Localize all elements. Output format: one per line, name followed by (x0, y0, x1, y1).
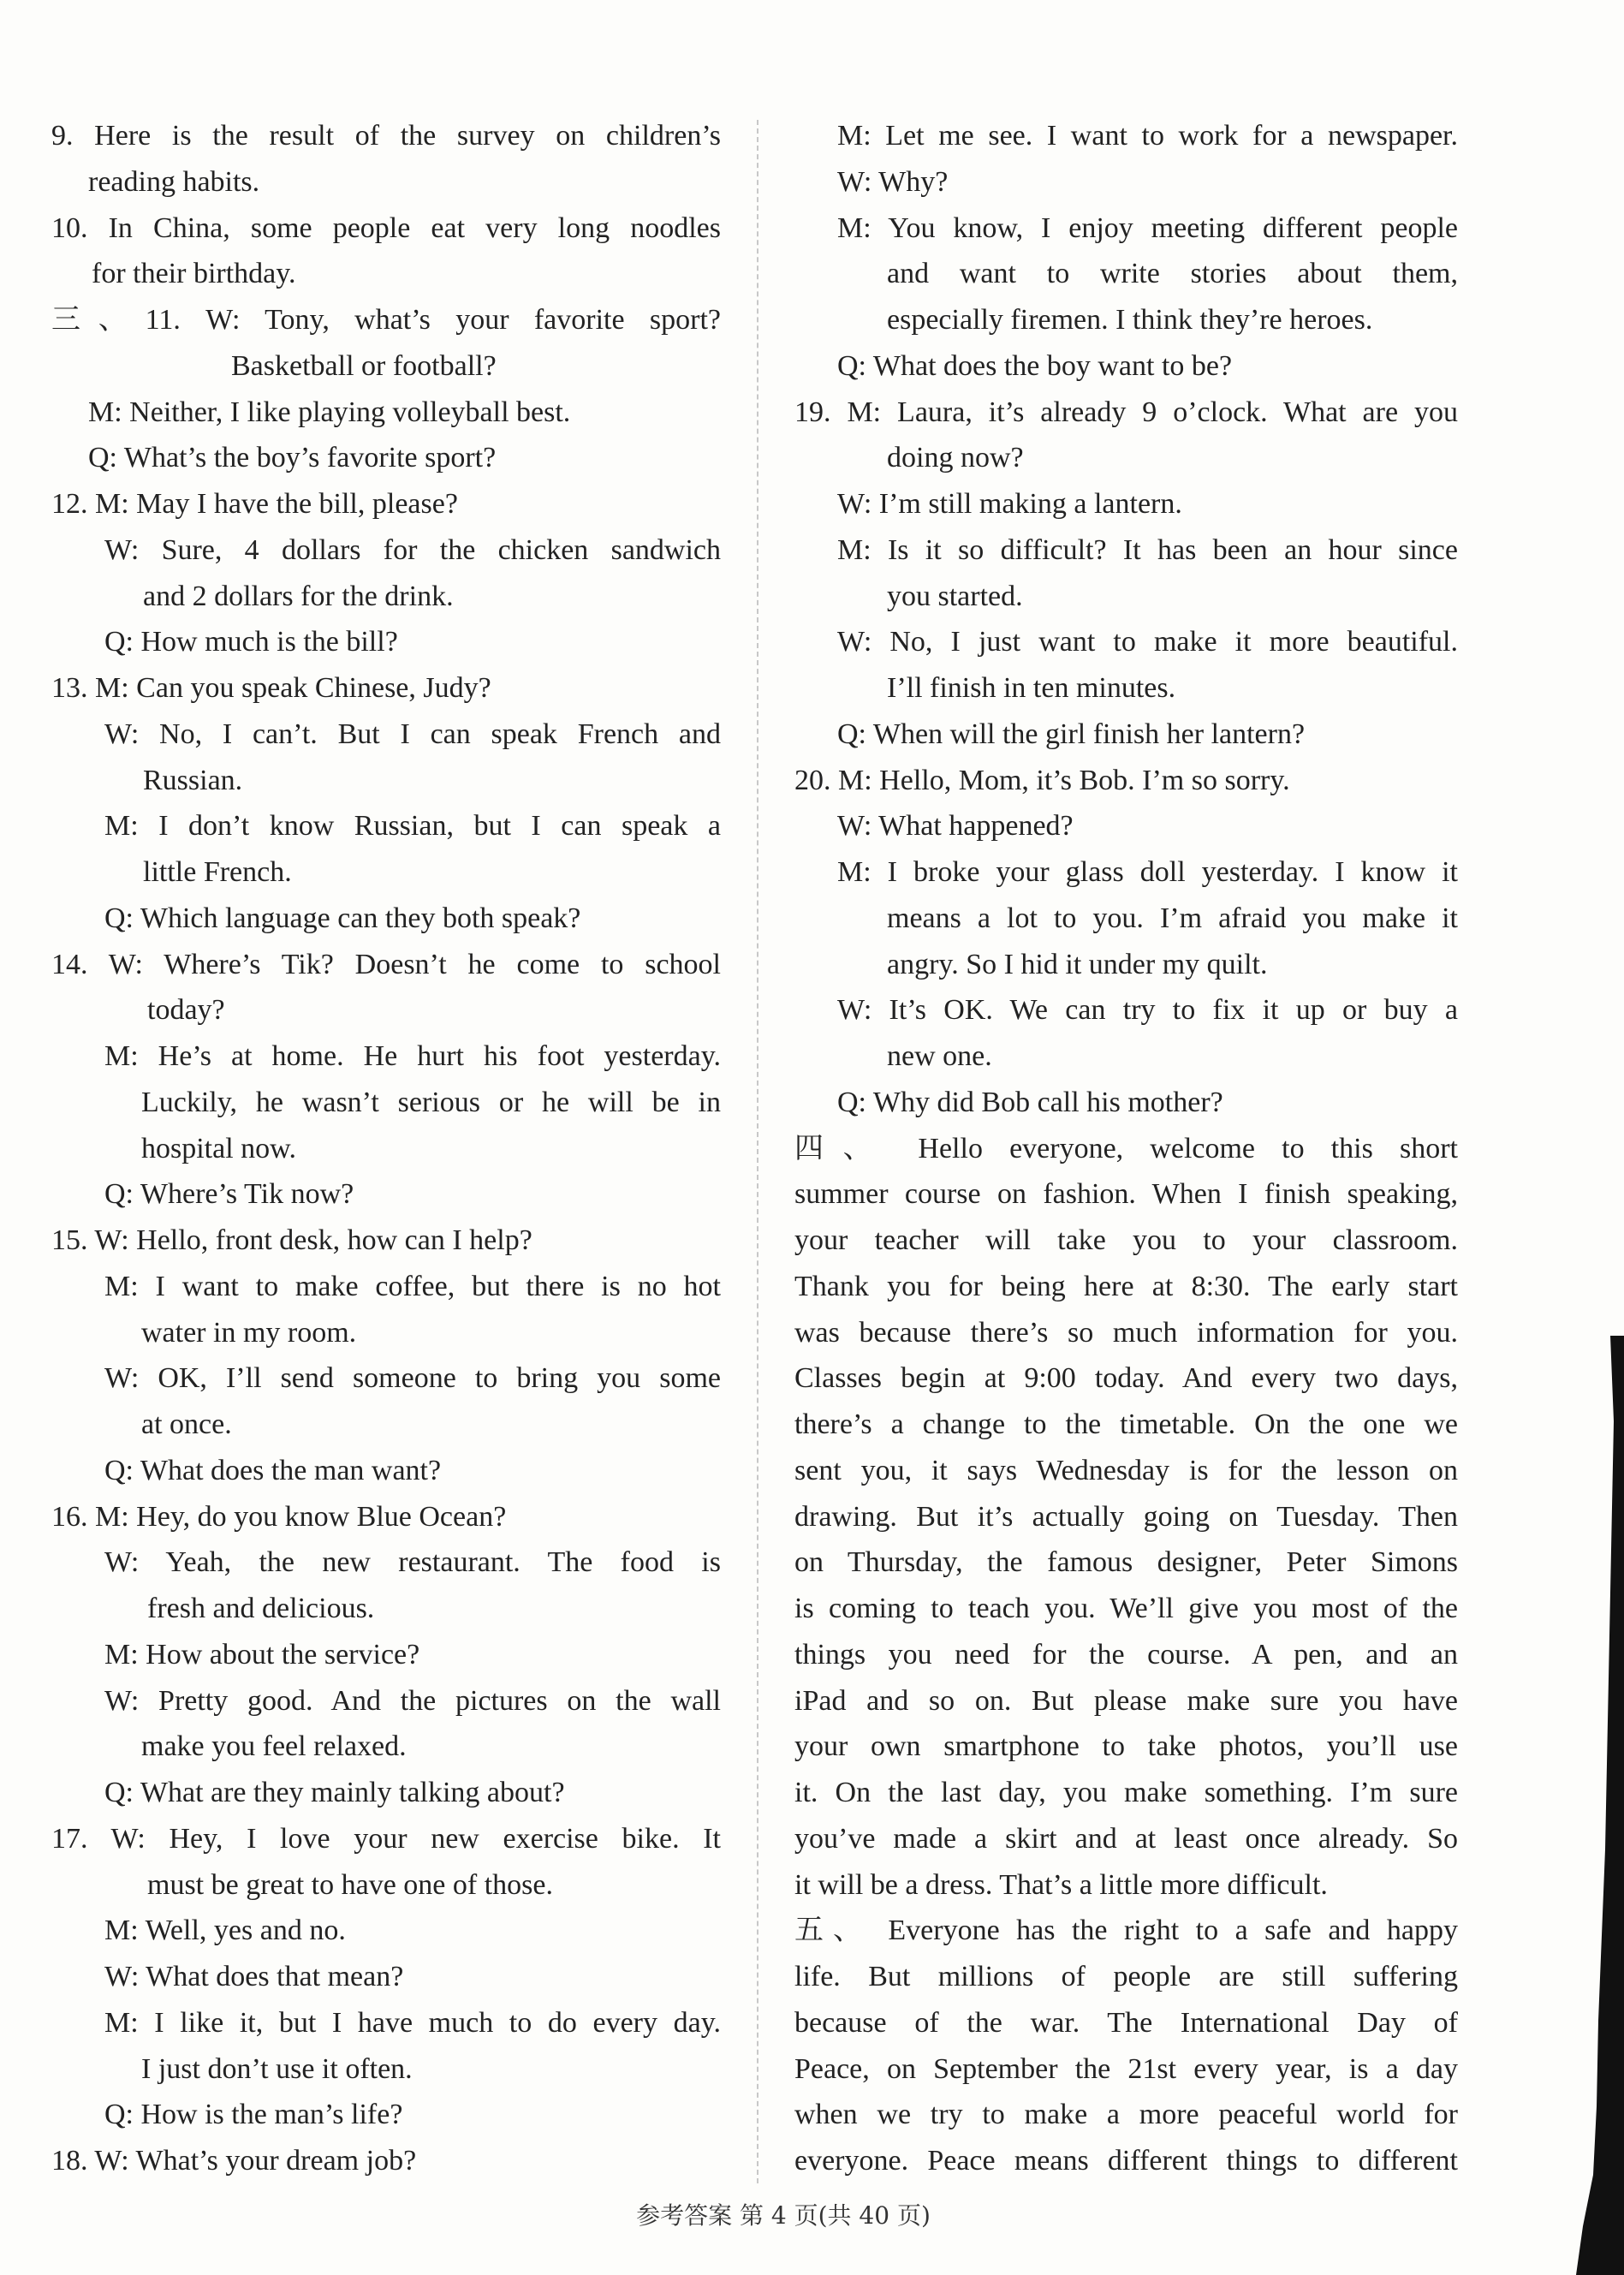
text-line: 16. M: Hey, do you know Blue Ocean? (51, 1500, 507, 1533)
page-footer: 参考答案 第 4 页(共 40 页) (636, 2201, 931, 2230)
text-line: fresh and delicious. (147, 1593, 375, 1624)
text-line: for their birthday. (92, 258, 296, 290)
text-line: 20. M: Hello, Mom, it’s Bob. I’m so sorry. (794, 764, 1290, 796)
text-line: Q: How much is the bill? (104, 626, 398, 658)
text-line: at once. (141, 1408, 232, 1440)
text-line: W: Yeah, the new restaurant. The food is (104, 1546, 721, 1579)
text-line: M: You know, I enjoy meeting different people (837, 211, 1458, 244)
text-line: your own smartphone to take photos, you’ll use (794, 1730, 1458, 1763)
text-line: Q: What does the man want? (104, 1454, 442, 1486)
text-line: make you feel relaxed. (141, 1730, 407, 1763)
text-line: Q: How is the man’s life? (104, 2099, 403, 2131)
column-divider (757, 120, 758, 2183)
text-line: W: Pretty good. And the pictures on the wall (104, 1684, 721, 1717)
text-line: 10. In China, some people eat very long noodles (51, 211, 721, 244)
text-line: when we try to make a more peaceful world for (794, 2099, 1458, 2131)
text-line: Luckily, he wasn’t serious or he will be in (141, 1086, 721, 1118)
text-line: M: I don’t know Russian, but I can speak a (104, 810, 721, 843)
text-line: Basketball or football? (231, 349, 497, 382)
text-line: you’ve made a skirt and at least once already. So (794, 1822, 1458, 1855)
text-line: M: I want to make coffee, but there is no hot (104, 1270, 721, 1302)
text-line: little French. (143, 856, 292, 888)
text-line: Classes begin at 9:00 today. And every two days, (794, 1362, 1458, 1395)
text-line: 12. M: May I have the bill, please? (51, 488, 458, 520)
text-line: M: I broke your glass doll yesterday. I know it (837, 856, 1458, 888)
text-line: your teacher will take you to your classroom. (794, 1224, 1458, 1256)
text-line: M: He’s at home. He hurt his foot yesterday. (104, 1040, 721, 1072)
text-line: M: Let me see. I want to work for a newspaper. (837, 120, 1458, 152)
text-line: Q: Which language can they both speak? (104, 902, 581, 934)
scan-edge-shadow (1576, 1336, 1624, 2275)
text-line: I just don’t use it often. (141, 2052, 413, 2085)
text-line: Russian. (143, 764, 243, 796)
text-line: especially firemen. I think they’re heroes. (887, 304, 1373, 336)
text-line: M: Is it so difficult? It has been an hour since (837, 533, 1458, 566)
text-line: Q: Where’s Tik now? (104, 1178, 354, 1211)
text-line: today? (147, 994, 225, 1027)
text-line: 17. W: Hey, I love your new exercise bike. It (51, 1822, 721, 1855)
text-line: iPad and so on. But please make sure you have (794, 1684, 1458, 1717)
text-line: Peace, on September the 21st every year, is a day (794, 2052, 1458, 2085)
left-column (51, 113, 721, 2184)
text-line: on Thursday, the famous designer, Peter Simons (794, 1546, 1458, 1579)
text-line: because of the war. The International Day of (794, 2006, 1458, 2039)
text-line: Q: Why did Bob call his mother? (837, 1086, 1223, 1118)
text-line: sent you, it says Wednesday is for the lesson on (794, 1454, 1458, 1486)
text-line: means a lot to you. I’m afraid you make it (887, 902, 1458, 934)
text-line: W: No, I can’t. But I can speak French and (104, 718, 721, 750)
text-line: doing now? (887, 442, 1024, 474)
text-line: W: What happened? (837, 810, 1074, 843)
text-line: M: How about the service? (104, 1638, 420, 1671)
text-line: reading habits. (88, 165, 260, 198)
text-line: M: I like it, but I have much to do every day. (104, 2006, 721, 2039)
text-line: summer course on fashion. When I finish speaking, (794, 1178, 1458, 1211)
text-line: things you need for the course. A pen, and an (794, 1638, 1458, 1671)
text-line: is coming to teach you. We’ll give you most of the (794, 1593, 1458, 1624)
text-line: 18. W: What’s your dream job? (51, 2145, 417, 2177)
text-line: water in my room. (141, 1316, 357, 1349)
text-line: everyone. Peace means different things to different (794, 2145, 1458, 2177)
text-line: Q: When will the girl finish her lantern? (837, 718, 1306, 750)
text-line: 19. M: Laura, it’s already 9 o’clock. What are you (794, 396, 1458, 428)
text-line: I’ll finish in ten minutes. (887, 672, 1176, 704)
text-line: W: Sure, 4 dollars for the chicken sandwich (104, 533, 721, 566)
text-line: M: Neither, I like playing volleyball best. (88, 396, 571, 428)
text-line: drawing. But it’s actually going on Tuesday. Then (794, 1500, 1458, 1533)
text-line: and 2 dollars for the drink. (143, 580, 454, 612)
text-line: 五、 Everyone has the right to a safe and happy (794, 1915, 1458, 1947)
text-line: 15. W: Hello, front desk, how can I help? (51, 1224, 532, 1256)
text-line: life. But millions of people are still suffering (794, 1961, 1458, 1992)
text-line: 三、11. W: Tony, what’s your favorite sport? (51, 304, 721, 336)
text-line: 14. W: Where’s Tik? Doesn’t he come to school (51, 948, 721, 980)
text-line: 9. Here is the result of the survey on children’s (51, 120, 721, 152)
text-line: it will be a dress. That’s a little more difficult. (794, 1868, 1328, 1901)
text-line: W: OK, I’ll send someone to bring you some (104, 1362, 721, 1395)
text-line: there’s a change to the timetable. On the one we (794, 1408, 1458, 1440)
text-line: and want to write stories about them, (887, 258, 1458, 290)
right-column (794, 113, 1458, 2184)
text-line: Q: What does the boy want to be? (837, 349, 1233, 382)
text-line: W: I’m still making a lantern. (837, 488, 1182, 520)
text-line: W: It’s OK. We can try to fix it up or buy a (837, 994, 1458, 1027)
text-line: W: No, I just want to make it more beautiful. (837, 626, 1458, 658)
text-line: angry. So I hid it under my quilt. (887, 948, 1268, 980)
text-line: 四、 Hello everyone, welcome to this short (794, 1132, 1458, 1164)
text-line: it. On the last day, you make something. I’m sure (794, 1777, 1458, 1808)
text-line: 13. M: Can you speak Chinese, Judy? (51, 672, 491, 704)
text-line: hospital now. (141, 1132, 297, 1164)
text-line: must be great to have one of those. (147, 1868, 553, 1901)
text-line: was because there’s so much information for you. (794, 1316, 1458, 1349)
text-line: Q: What are they mainly talking about? (104, 1777, 565, 1808)
text-line: W: Why? (837, 165, 949, 198)
text-line: Q: What’s the boy’s favorite sport? (88, 442, 497, 474)
text-line: W: What does that mean? (104, 1961, 404, 1992)
text-line: M: Well, yes and no. (104, 1915, 346, 1947)
text-line: Thank you for being here at 8:30. The early start (794, 1270, 1458, 1302)
text-line: you started. (887, 580, 1023, 612)
text-line: new one. (887, 1040, 992, 1072)
